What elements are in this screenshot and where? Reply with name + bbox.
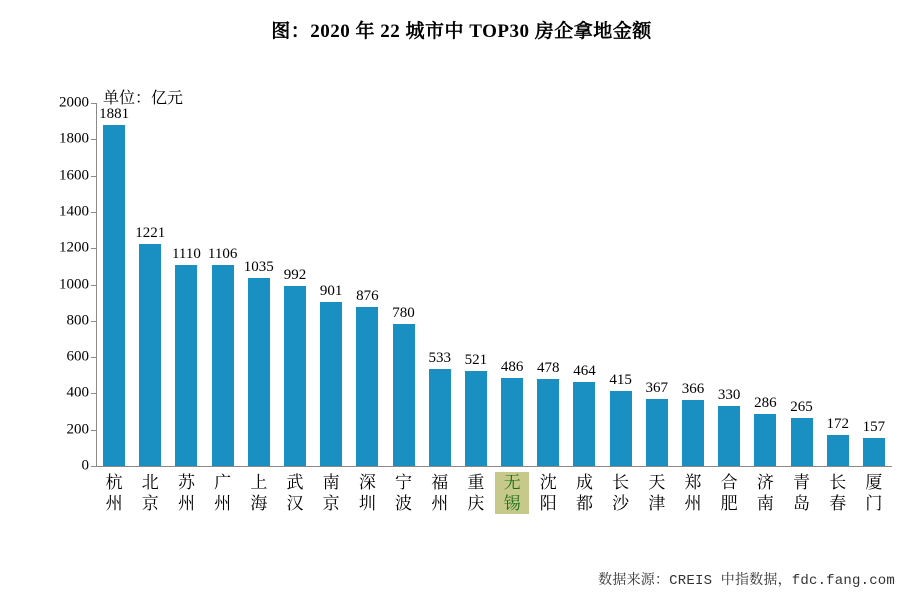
y-axis-tick-label: 0 xyxy=(81,457,89,474)
unit-label: 单位：亿元 xyxy=(103,90,184,107)
x-axis-category-label: 广 州 xyxy=(214,473,232,513)
y-axis-tick-label: 1600 xyxy=(59,167,89,184)
bar[interactable] xyxy=(465,371,487,466)
bar-value-label: 992 xyxy=(283,266,307,283)
bar-slot xyxy=(132,103,168,466)
bar[interactable] xyxy=(827,435,849,466)
bar-value-label: 876 xyxy=(356,288,379,305)
bar[interactable] xyxy=(863,438,885,466)
bar-value-label: 265 xyxy=(790,398,813,415)
y-axis-tick-label: 2000 xyxy=(59,94,89,111)
x-axis-category-label: 无 锡 xyxy=(495,472,529,514)
bar[interactable] xyxy=(212,265,234,466)
bar-slot xyxy=(349,103,385,466)
y-axis-tick-label: 1000 xyxy=(59,276,89,292)
x-axis-category-label: 长 春 xyxy=(829,473,847,513)
bar-slot xyxy=(96,103,132,466)
y-axis-tick-label: 800 xyxy=(66,312,89,329)
bar[interactable] xyxy=(320,302,342,466)
x-axis-category-label: 福 州 xyxy=(431,473,449,513)
bar-value-label: 286 xyxy=(754,395,777,412)
x-axis-category-label: 济 南 xyxy=(756,473,774,513)
bar-value-label: 1881 xyxy=(99,105,130,122)
x-axis-category-label: 宁 波 xyxy=(395,473,413,513)
x-axis-category-label: 武 汉 xyxy=(286,473,304,513)
bar-slot xyxy=(711,103,747,466)
bar-slot xyxy=(422,103,458,466)
source-note: 数据来源：CREIS 中指数据，fdc.fang.com xyxy=(598,573,895,589)
bar-slot xyxy=(530,103,566,466)
bar-slot xyxy=(385,103,421,466)
bar[interactable] xyxy=(175,265,197,466)
y-axis-tick-label: 600 xyxy=(66,348,89,365)
bar-slot xyxy=(856,103,892,466)
bar-slot xyxy=(639,103,675,466)
x-axis-category-label: 天 津 xyxy=(648,473,666,513)
bar-value-label: 172 xyxy=(826,415,849,432)
bar-value-label: 1221 xyxy=(135,225,166,242)
bar-slot xyxy=(168,103,204,466)
x-axis-category-label: 合 肥 xyxy=(720,473,738,513)
bar-value-label: 415 xyxy=(609,371,632,388)
bar[interactable] xyxy=(682,400,704,466)
y-axis-tick-label: 1400 xyxy=(59,203,89,220)
bar[interactable] xyxy=(501,378,523,466)
y-axis-tick-label: 400 xyxy=(66,384,89,401)
bar-value-label: 330 xyxy=(717,387,741,404)
bar[interactable] xyxy=(103,125,125,466)
bar-value-label: 1035 xyxy=(243,259,274,276)
bar-value-label: 366 xyxy=(681,380,705,397)
bar-value-label: 486 xyxy=(500,358,524,375)
bar-slot xyxy=(566,103,602,466)
bar-value-label: 901 xyxy=(319,283,343,300)
x-axis-category-label: 深 圳 xyxy=(358,473,376,513)
bar-value-label: 521 xyxy=(464,352,488,369)
x-axis-category-label: 成 都 xyxy=(575,473,593,513)
bar-value-label: 478 xyxy=(537,360,560,377)
bar-slot xyxy=(603,103,639,466)
bar[interactable] xyxy=(646,399,668,466)
bar-value-label: 464 xyxy=(573,362,596,379)
y-axis-tick-mark xyxy=(91,466,96,467)
x-axis-category-label: 苏 州 xyxy=(177,473,195,513)
y-axis-tick-label: 1200 xyxy=(59,239,89,256)
bar[interactable] xyxy=(393,324,415,466)
x-axis-category-label: 长 沙 xyxy=(612,473,630,513)
bar[interactable] xyxy=(754,414,776,466)
bar[interactable] xyxy=(284,286,306,466)
x-axis-category-label: 郑 州 xyxy=(684,473,702,513)
x-axis-category-label: 厦 门 xyxy=(865,473,883,513)
bar-slot xyxy=(241,103,277,466)
x-axis-category-label: 南 京 xyxy=(322,473,340,513)
bar-slot xyxy=(783,103,819,466)
bar-value-label: 367 xyxy=(645,380,669,397)
x-axis-category-label: 沈 阳 xyxy=(539,473,557,513)
bar-value-label: 780 xyxy=(392,305,415,322)
bar[interactable] xyxy=(791,418,813,466)
bar-slot xyxy=(205,103,241,466)
bar-slot xyxy=(747,103,783,466)
x-axis-category-label: 杭 州 xyxy=(105,473,123,513)
bar-value-label: 1106 xyxy=(207,246,238,263)
bar[interactable] xyxy=(139,244,161,466)
x-axis-category-label: 青 岛 xyxy=(793,473,811,513)
bar-slot xyxy=(820,103,856,466)
x-axis-category-label: 重 庆 xyxy=(467,473,485,513)
bar-series xyxy=(96,103,892,466)
y-axis-tick-label: 200 xyxy=(66,421,89,438)
bar-slot xyxy=(675,103,711,466)
bar-slot xyxy=(313,103,349,466)
x-axis-category-label: 北 京 xyxy=(141,473,159,513)
bar-slot xyxy=(277,103,313,466)
x-axis-category-label: 上 海 xyxy=(250,473,268,513)
bar-value-label: 157 xyxy=(862,418,886,435)
bar[interactable] xyxy=(718,406,740,466)
bar[interactable] xyxy=(248,278,270,466)
bar-slot xyxy=(494,103,530,466)
chart-title: 图：2020 年 22 城市中 TOP30 房企拿地金额 xyxy=(271,21,652,42)
bar[interactable] xyxy=(356,307,378,466)
bar[interactable] xyxy=(429,369,451,466)
bar-slot xyxy=(458,103,494,466)
bar[interactable] xyxy=(610,391,632,466)
y-axis-tick-label: 1800 xyxy=(59,130,89,147)
x-axis-line xyxy=(96,466,892,467)
bar[interactable] xyxy=(573,382,595,466)
bar-value-label: 533 xyxy=(428,350,451,367)
bar-value-label: 1110 xyxy=(171,245,201,262)
bar[interactable] xyxy=(537,379,559,466)
